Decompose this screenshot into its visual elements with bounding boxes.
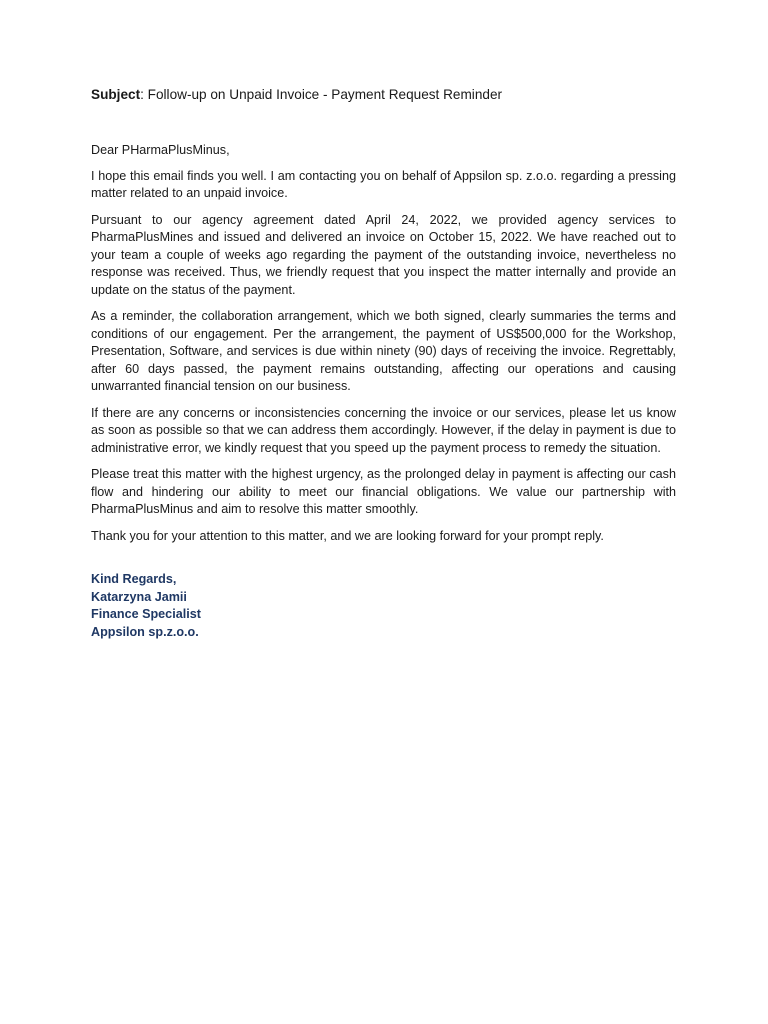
signature-company: Appsilon sp.z.o.o. bbox=[91, 624, 199, 639]
signature-title: Finance Specialist bbox=[91, 607, 201, 621]
signature-sign-off: Kind Regards, bbox=[91, 572, 177, 586]
subject-separator: : bbox=[140, 87, 148, 102]
subject-line bbox=[91, 86, 676, 104]
signature-block bbox=[91, 571, 676, 641]
greeting: Dear PHarmaPlusMinus, bbox=[91, 143, 230, 157]
paragraph-intro: I hope this email finds you well. I am contacting you on behalf of Appsilon sp. z.o.o. regarding a pressing matter related to an unpaid invoice. bbox=[91, 168, 676, 200]
signature-name: Katarzyna Jamii bbox=[91, 589, 187, 604]
paragraph-reminder: As a reminder, the collaboration arrangement, which we both signed, clearly summaries the terms and conditions of our engagement. Per the arrangement, the payment of US$500,000 for the Workshop, Presentation, Software, and services is due within ninety (90) days of receiving the invoice. Regrettably, after 60 days passed, the payment remains outstanding, affecting our operations and causing unwarranted financial tension on our business. bbox=[91, 309, 676, 393]
subject-text: Follow-up on Unpaid Invoice - Payment Request Reminder bbox=[147, 87, 503, 102]
paragraph-urgency: Please treat this matter with the highest urgency, as the prolonged delay in payment is affecting our cash flow and hindering our ability to meet our financial obligations. We value our partnership with PharmaPlusMinus and aim to resolve this matter smoothly. bbox=[91, 467, 676, 516]
closing-line: Thank you for your attention to this matter, and we are looking forward for your prompt reply. bbox=[91, 528, 604, 543]
subject-label: Subject bbox=[91, 87, 141, 102]
paragraph-concerns: If there are any concerns or inconsistencies concerning the invoice or our services, please let us know as soon as possible so that we can address them accordingly. However, if the delay in payment is due to administrative error, we kindly request that you speed up the payment process to remedy the situation. bbox=[91, 405, 676, 455]
paragraph-agreement: Pursuant to our agency agreement dated April 24, 2022, we provided agency services to PharmaPlusMines and issued and delivered an invoice on October 15, 2022. We have reached out to your team a couple of weeks ago regarding the payment of the outstanding invoice, nevertheless no response was received. Thus, we friendly request that you inspect the matter internally and provide an update on the status of the payment. bbox=[91, 212, 676, 297]
